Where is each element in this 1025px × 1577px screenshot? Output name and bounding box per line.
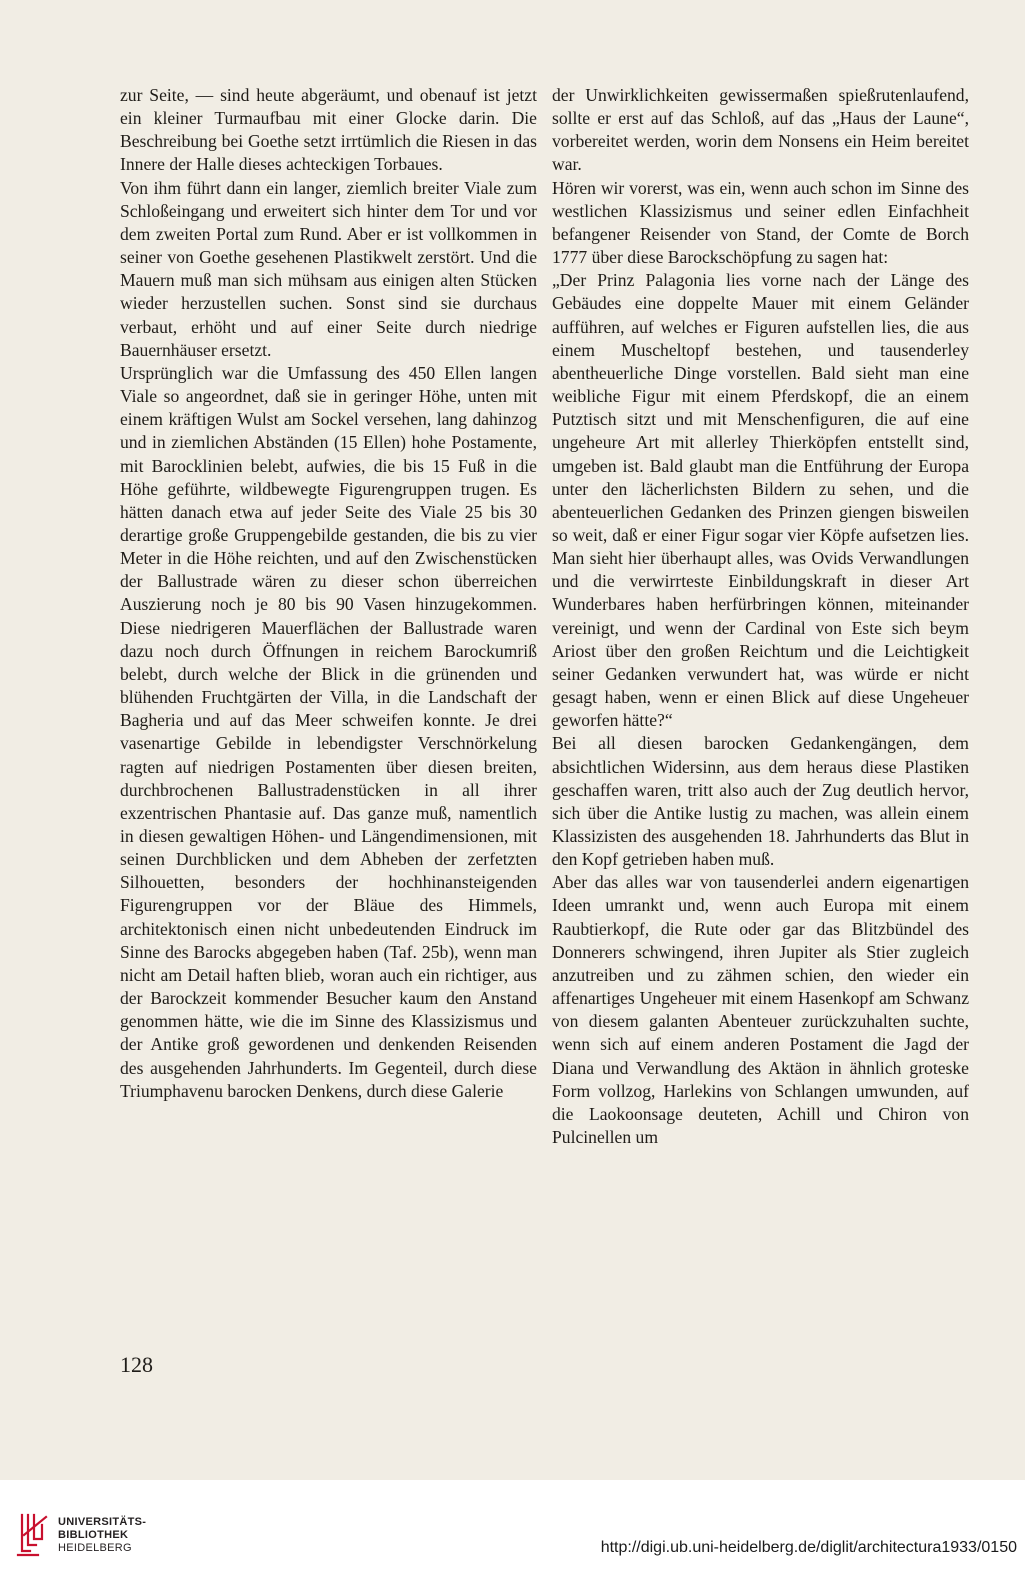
paragraph: zur Seite, — sind heute abgeräumt, und obenauf ist jetzt ein kleiner Turmaufbau mit einer Glocke darin. Die Beschreibung bei Goethe setzt irrtümlich die Riesen in das Innere der Halle dieses achteckigen Torbaues.: [120, 85, 537, 175]
paragraph: Aber das alles war von tausenderlei andern eigenartigen Ideen umrankt und, wenn auch Europa mit einem Raubtierkopf, die Rute oder gar das Blitzbündel des Donnerers schwingend, ihren Jupiter als Stier zugleich anzutreiben und zu zähmen schien, den wieder ein affenartiges Ungeheuer mit einem Hasenkopf am Schwanz von diesem galanten Abenteuer zurückzuhalten suchte, wenn sich auf einem anderen Postament die Jagd der Diana und Verwandlung des Aktäon in ähnlich groteske Form vollzog, Harlekins von Schlangen umwunden, auf die Laokoonsage deuteten, Achill und Chiron von Pulcinellen um: [552, 872, 969, 1148]
digitization-footer: [0, 1480, 1025, 1577]
paragraph: Bei all diesen barocken Gedankengängen, dem absichtlichen Widersinn, aus dem heraus diese Plastiken geschaffen waren, tritt also auch der Zug deutlich hervor, sich über die Antike lustig zu machen, was allein einem Klassizisten des ausgehenden 18. Jahrhunderts das Blut in den Kopf getrieben haben muß.: [552, 733, 969, 870]
library-line: BIBLIOTHEK: [58, 1529, 129, 1541]
ub-heidelberg-logo-icon: [16, 1511, 54, 1559]
page-number: 128: [120, 1352, 153, 1377]
paragraph: Hören wir vorerst, was ein, wenn auch schon im Sinne des westlichen Klassizismus und seiner edlen Einfachheit befangener Reisender von Stand, der Comte de Borch 1777 über diese Barockschöpfung zu sagen hat:: [552, 177, 969, 268]
paragraph: Von ihm führt dann ein langer, ziemlich breiter Viale zum Schloßeingang und erweitert sich hinter dem Tor und vor dem zweiten Portal zum Rund. Aber er ist vollkommen in seiner von Goethe gesehenen Plastikwelt zerstört. Und die Mauern muß man sich mühsam aus einigen alten Stücken wieder herzustellen suchen. Sonst sind sie durchaus verbaut, erhöht und auf einer Seite durch niedrige Bauernhäuser ersetzt.: [120, 177, 537, 360]
left-text-column: [120, 84, 537, 1103]
library-name: [58, 1516, 146, 1555]
paragraph: „Der Prinz Palagonia lies vorne nach der Länge des Gebäudes eine doppelte Mauer mit einem Geländer aufführen, auf welches er Figuren aufstellen lies, die aus einem Muscheltopf bestehen, und tausenderley abentheuerliche Dinge vorstellen. Bald sieht man eine weibliche Figur mit einem Pferdskopf, die an einem Putztisch sitzt und mit Menschenfiguren, die auf eine ungeheure Art mit allerley Thierköpfen entstellt sind, umgeben ist. Bald glaubt man die Entführung der Europa unter den lächerlichsten Bildern zu sehen, und die abenteuerlichen Gedanken des Prinzen giengen bisweilen so weit, daß er einer Figur sogar vier Köpfe aufsetzen lies. Man sieht hier überhaupt alles, was Ovids Verwandlungen und die verwirrteste Einbildungskraft in dieser Art Wunderbares haben herfürbringen können, miteinander vereinigt, und wenn der Cardinal von Este sich beym Ariost über den großen Reichtum und die Leichtigkeit seiner Gedanken verwundert hat, was würde er nicht gesagt haben, wenn er einen Blick auf diese Ungeheuer geworfen hätte?“: [552, 270, 969, 731]
paragraph: Ursprünglich war die Umfassung des 450 Ellen langen Viale so angeordnet, daß sie in geringer Höhe, unten mit einem kräftigen Wulst am Sockel versehen, lang dahinzog und in ziemlichen Abständen (15 Ellen) hohe Postamente, mit Barocklinien belebt, aufwies, die bis 15 Fuß in die Höhe geführte, wildbewegte Figurengruppen trugen. Es hätten danach etwa auf jeder Seite des Viale 25 bis 30 derartige große Gruppengebilde gestanden, die bis zu vier Meter in die Höhe reichten, und auf den Zwischenstücken der Ballustrade wären zu dieser schon überreichen Auszierung noch je 80 bis 90 Vasen hinzugekommen. Diese niedrigeren Mauerflächen der Ballustrade waren dazu noch durch Öffnungen in reichem Barockumriß belebt, durch welche der Blick in die grünenden und blühenden Fruchtgärten der Villa, in die Landschaft der Bagheria und auf das Meer schweifen konnte. Je drei vasenartige Gebilde in lebendigster Verschnörkelung ragten auf niedrigen Postamenten über diesen breiten, durchbrochenen Ballustradenstücken in all ihrer exzentrischen Phantasie auf. Das ganze muß, namentlich in diesen gewaltigen Höhen- und Längendimensionen, mit seinen Durchblicken und dem Abheben der zerfetzten Silhouetten, besonders der hochhinansteigenden Figurengruppen vor der Bläue des Himmels, architektonisch einen nicht unbedeutenden Eindruck im Sinne des Barocks abgegeben haben (Taf. 25b), wenn man nicht am Detail haften blieb, woran auch ein richtiger, aus der Barockzeit kommender Besucher kaum den Anstand genommen hätte, wie die im Sinne des Klassizismus und der Antike groß gewordenen und denkenden Reisenden des ausgehenden Jahrhunderts. Im Gegenteil, durch diese Triumphavenu barocken Denkens, durch diese Galerie: [120, 362, 537, 1101]
library-line: UNIVERSITÄTS-: [58, 1516, 147, 1528]
right-text-column: [552, 84, 969, 1149]
paragraph: der Unwirklichkeiten gewissermaßen spießrutenlaufend, sollte er erst auf das Schloß, auf das „Haus der Laune“, vorbereitet werden, worin dem Nonsens ein Heim bereitet war.: [552, 85, 969, 175]
library-line: HEIDELBERG: [58, 1542, 132, 1554]
source-url-link[interactable]: http://digi.ub.uni-heidelberg.de/diglit/architectura1933/0150: [600, 1539, 1017, 1556]
